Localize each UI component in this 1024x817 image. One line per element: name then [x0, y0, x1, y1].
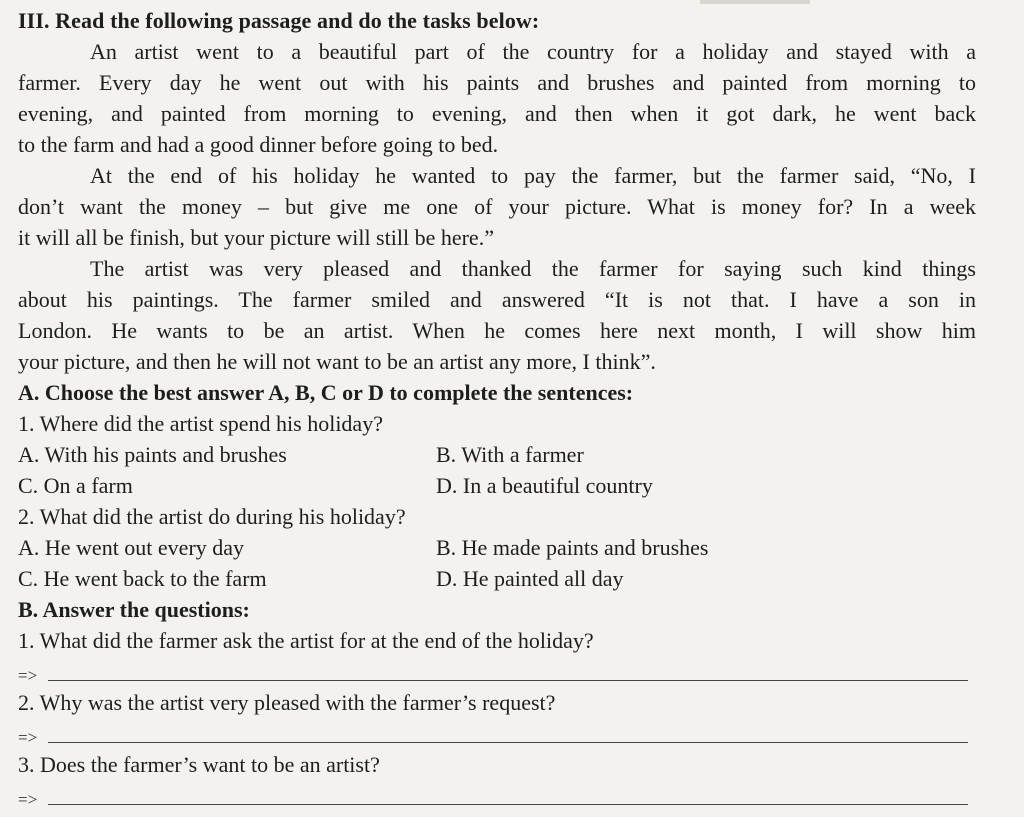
option-a[interactable]: A. With his paints and brushes: [18, 442, 287, 467]
answer-rule: [48, 804, 968, 805]
answer-line[interactable]: [18, 656, 976, 687]
passage-line: to the farm and had a good dinner before going to bed.: [18, 132, 499, 157]
option-c[interactable]: C. On a farm: [18, 473, 133, 498]
arrow-marker: =>: [18, 790, 38, 809]
exercise-heading: III. Read the following passage and do the tasks below:: [18, 8, 540, 33]
option-b[interactable]: B. He made paints and brushes: [436, 535, 709, 560]
passage-line: don’t want the money – but give me one of your picture. What is money for? In a week: [18, 194, 976, 219]
section-a-title: A. Choose the best answer A, B, C or D to complete the sentences:: [18, 380, 634, 405]
option-b[interactable]: B. With a farmer: [436, 442, 584, 467]
question-text: 2. What did the artist do during his holiday?: [18, 504, 406, 529]
passage-line: farmer. Every day he went out with his paints and brushes and painted from morning to: [18, 70, 976, 95]
option-d[interactable]: D. He painted all day: [436, 566, 624, 591]
question-text: 1. What did the farmer ask the artist for at the end of the holiday?: [18, 628, 594, 653]
passage: [18, 36, 976, 377]
passage-line: The artist was very pleased and thanked the farmer for saying such kind things: [90, 256, 976, 281]
passage-line: about his paintings. The farmer smiled and answered “It is not that. I have a son in: [18, 287, 976, 312]
worksheet-content: [18, 5, 976, 811]
option-a[interactable]: A. He went out every day: [18, 535, 245, 560]
passage-line: An artist went to a beautiful part of the country for a holiday and stayed with a: [90, 39, 976, 64]
answer-options: [18, 532, 976, 594]
arrow-marker: =>: [18, 728, 38, 747]
section-b-title: B. Answer the questions:: [18, 597, 250, 622]
option-d[interactable]: D. In a beautiful country: [436, 473, 653, 498]
passage-line: evening, and painted from morning to evening, and then when it got dark, he went back: [18, 101, 976, 126]
scan-artifact: [700, 0, 810, 4]
passage-line: your picture, and then he will not want to be an artist any more, I think”.: [18, 349, 656, 374]
passage-line: it will all be finish, but your picture will still be here.”: [18, 225, 494, 250]
arrow-marker: =>: [18, 666, 38, 685]
answer-rule: [48, 742, 968, 743]
question-text: 1. Where did the artist spend his holiday?: [18, 411, 383, 436]
passage-line: London. He wants to be an artist. When he comes here next month, I will show him: [18, 318, 976, 343]
passage-line: At the end of his holiday he wanted to pay the farmer, but the farmer said, “No, I: [90, 163, 976, 188]
answer-rule: [48, 680, 968, 681]
answer-line[interactable]: [18, 718, 976, 749]
answer-options: [18, 439, 976, 501]
option-c[interactable]: C. He went back to the farm: [18, 566, 267, 591]
answer-line[interactable]: [18, 780, 976, 811]
question-text: 2. Why was the artist very pleased with the farmer’s request?: [18, 690, 556, 715]
question-text: 3. Does the farmer’s want to be an artist?: [18, 752, 380, 777]
